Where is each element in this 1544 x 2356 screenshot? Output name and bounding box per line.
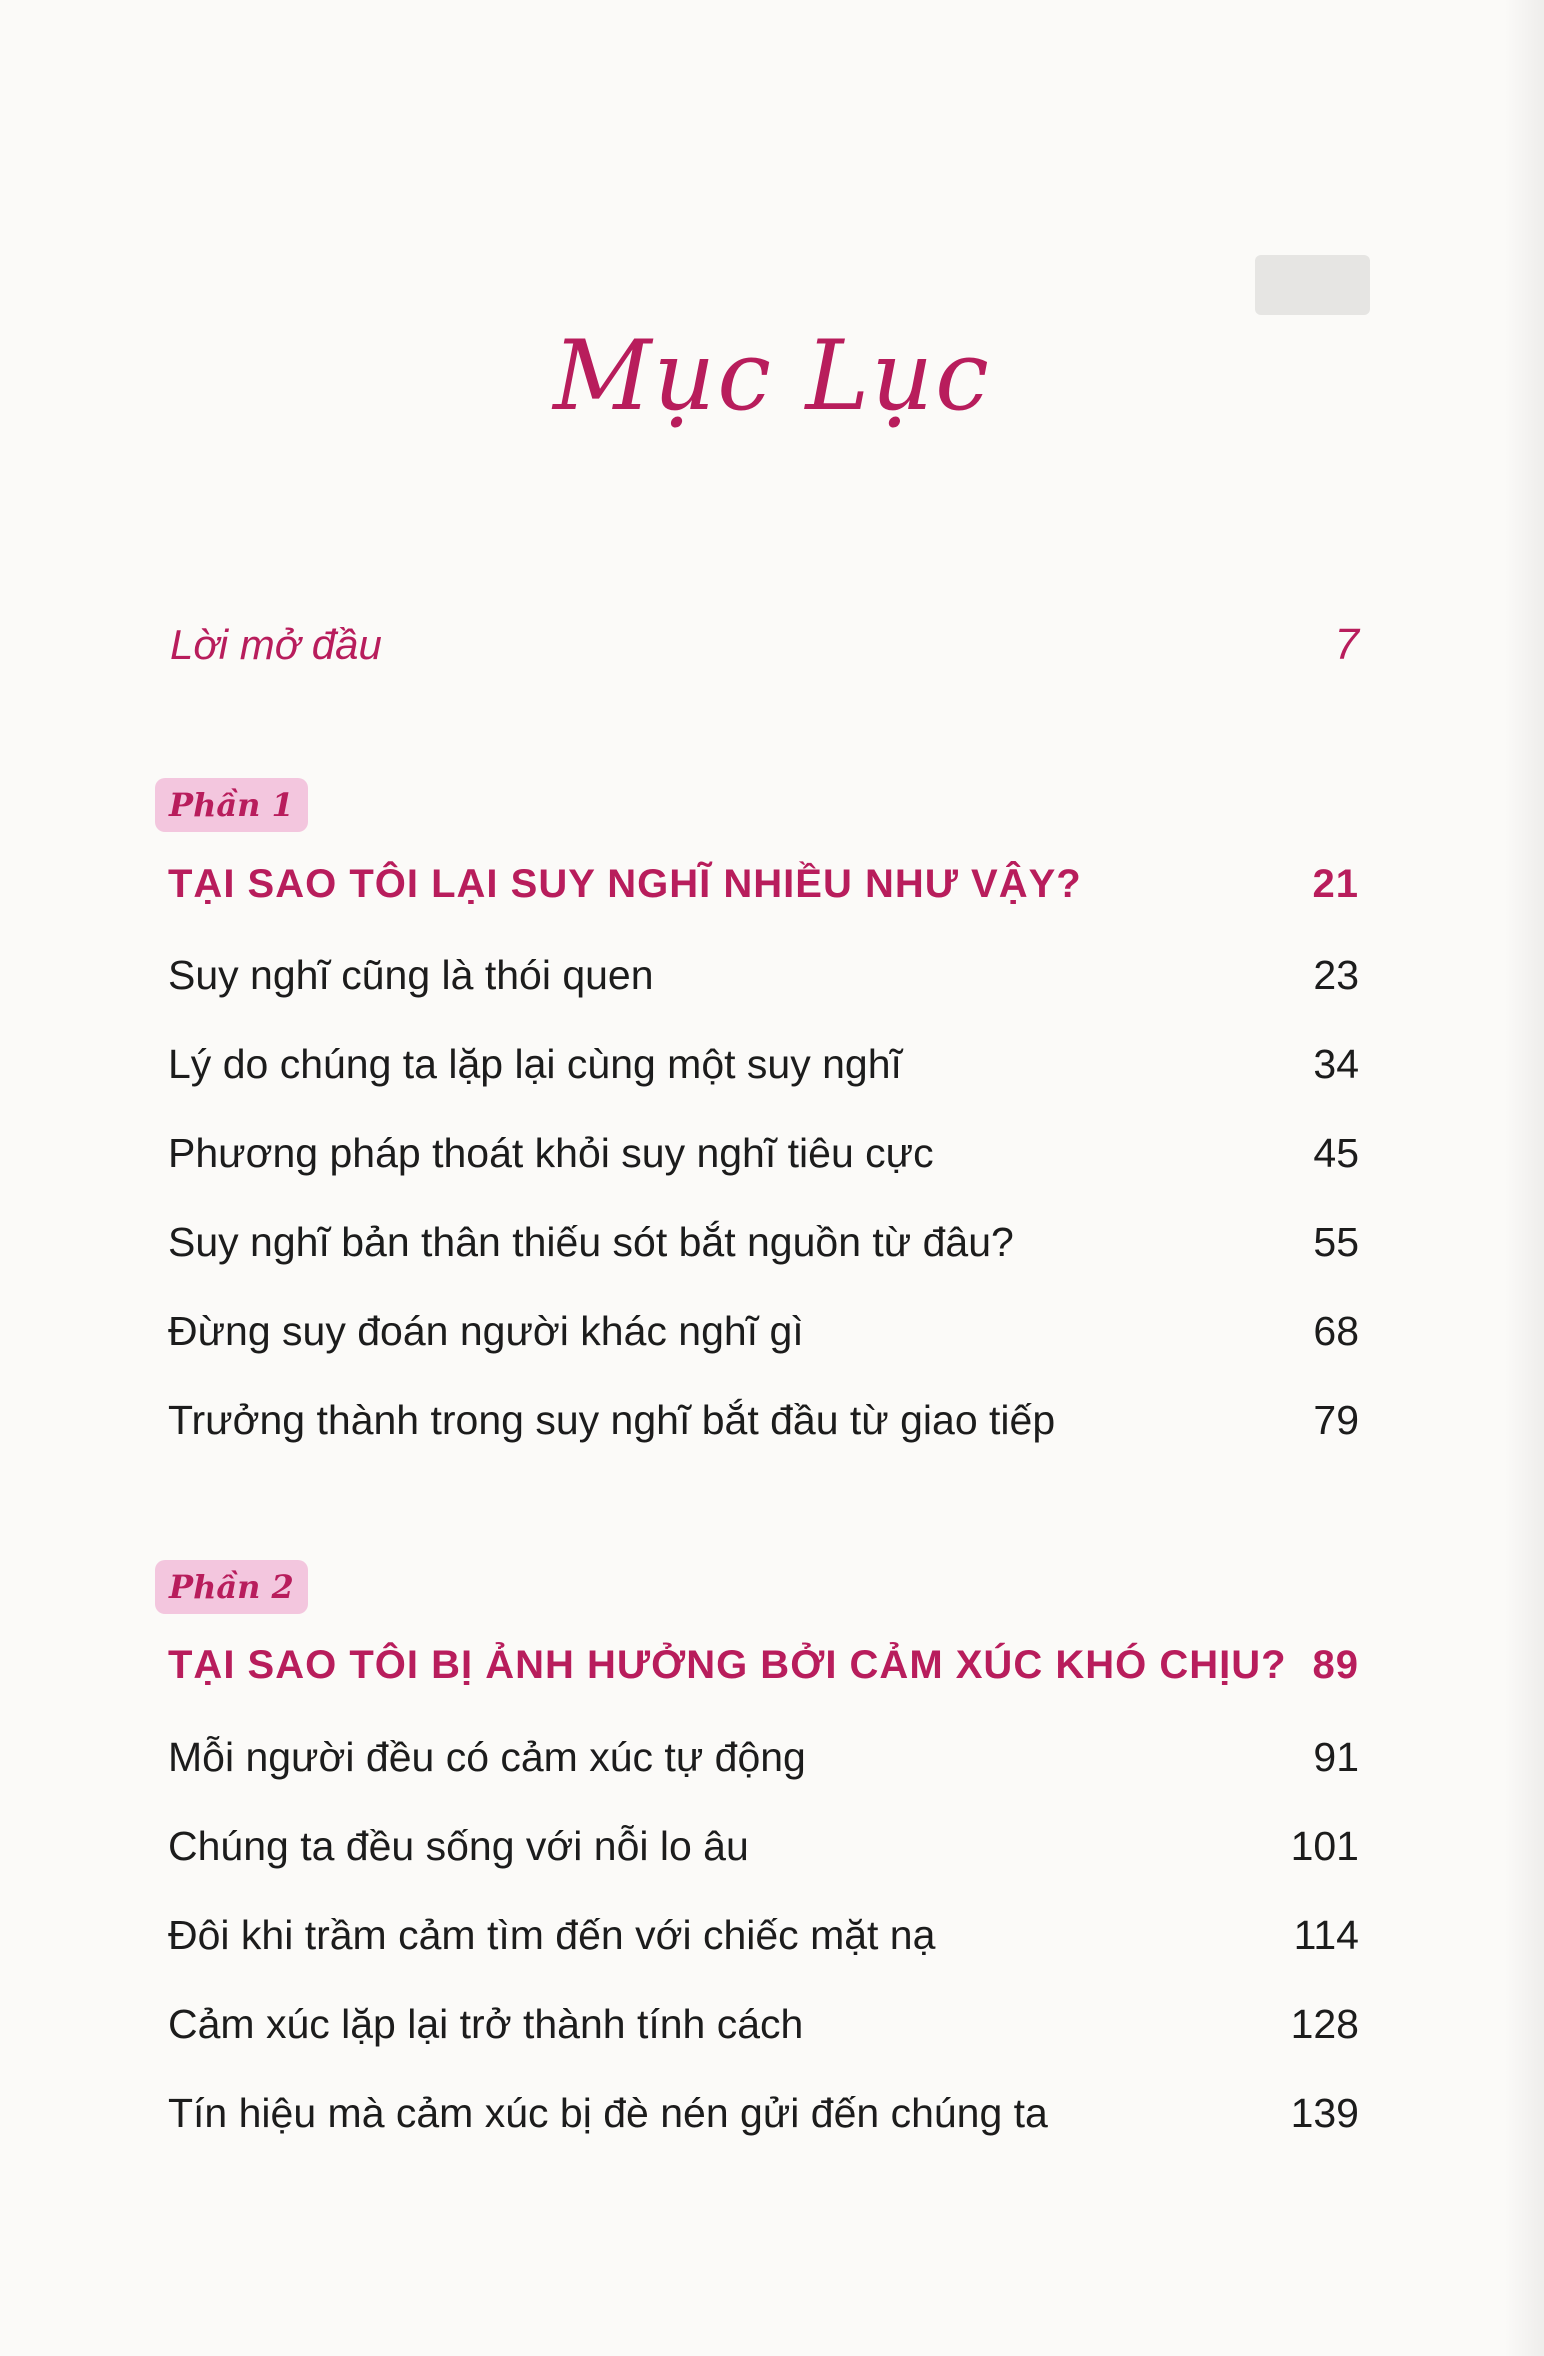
toc-entry-page: 91	[1313, 1734, 1359, 1780]
toc-entry[interactable]	[168, 1041, 1359, 1088]
part-badge: Phần 1	[155, 778, 308, 832]
toc-entry[interactable]	[168, 952, 1359, 999]
toc-entry[interactable]	[168, 1823, 1359, 1870]
toc-entry-label: Suy nghĩ cũng là thói quen	[168, 952, 654, 998]
toc-entry-page: 34	[1313, 1041, 1359, 1087]
toc-entry-label: Suy nghĩ bản thân thiếu sót bắt nguồn từ đâu?	[168, 1219, 1014, 1265]
toc-entry-page: 79	[1313, 1397, 1359, 1443]
toc-entry-page: 55	[1313, 1219, 1359, 1265]
toc-entry[interactable]	[168, 1308, 1359, 1355]
toc-entry-page: 139	[1290, 2090, 1359, 2136]
toc-entry-page: 68	[1313, 1308, 1359, 1354]
toc-entry-label: Trưởng thành trong suy nghĩ bắt đầu từ giao tiếp	[168, 1397, 1056, 1443]
part-heading-label: TẠI SAO TÔI BỊ ẢNH HƯỞNG BỞI CẢM XÚC KHÓ CHỊU?	[168, 1643, 1287, 1687]
toc-entry[interactable]	[168, 1397, 1359, 1444]
toc-entry[interactable]	[168, 1130, 1359, 1177]
page-title: Mục Lục	[553, 320, 991, 432]
part-heading-page: 21	[1312, 862, 1359, 906]
part-badge: Phần 2	[155, 1560, 308, 1614]
toc-intro-label: Lời mở đầu	[170, 621, 382, 668]
toc-entry-label: Mỗi người đều có cảm xúc tự động	[168, 1734, 806, 1780]
toc-entry-page: 114	[1293, 1912, 1359, 1958]
part-heading[interactable]	[168, 1643, 1359, 1688]
toc-entry[interactable]	[168, 1912, 1359, 1959]
toc-entry[interactable]	[168, 2090, 1359, 2137]
toc-intro-page: 7	[1334, 620, 1359, 669]
toc-entry-label: Đừng suy đoán người khác nghĩ gì	[168, 1308, 804, 1354]
toc-entry-page: 128	[1290, 2001, 1359, 2047]
toc-entry-label: Lý do chúng ta lặp lại cùng một suy nghĩ	[168, 1041, 902, 1087]
toc-entry-label: Cảm xúc lặp lại trở thành tính cách	[168, 2001, 804, 2047]
toc-entry[interactable]	[168, 1219, 1359, 1266]
toc-entry-label: Đôi khi trầm cảm tìm đến với chiếc mặt nạ	[168, 1912, 936, 1958]
toc-entry-page: 101	[1290, 1823, 1359, 1869]
part-heading-label: TẠI SAO TÔI LẠI SUY NGHĨ NHIỀU NHƯ VẬY?	[168, 862, 1082, 906]
toc-intro[interactable]	[170, 620, 1359, 670]
toc-entry-label: Chúng ta đều sống với nỗi lo âu	[168, 1823, 749, 1869]
bleed-through-mark	[1255, 255, 1370, 315]
toc-entry[interactable]	[168, 2001, 1359, 2048]
toc-entry-page: 45	[1313, 1130, 1359, 1176]
toc-entry[interactable]	[168, 1734, 1359, 1781]
part-heading[interactable]	[168, 862, 1359, 907]
toc-entry-label: Phương pháp thoát khỏi suy nghĩ tiêu cực	[168, 1130, 934, 1176]
toc-entry-label: Tín hiệu mà cảm xúc bị đè nén gửi đến chúng ta	[168, 2090, 1048, 2136]
toc-entry-page: 23	[1313, 952, 1359, 998]
part-heading-page: 89	[1312, 1643, 1359, 1687]
